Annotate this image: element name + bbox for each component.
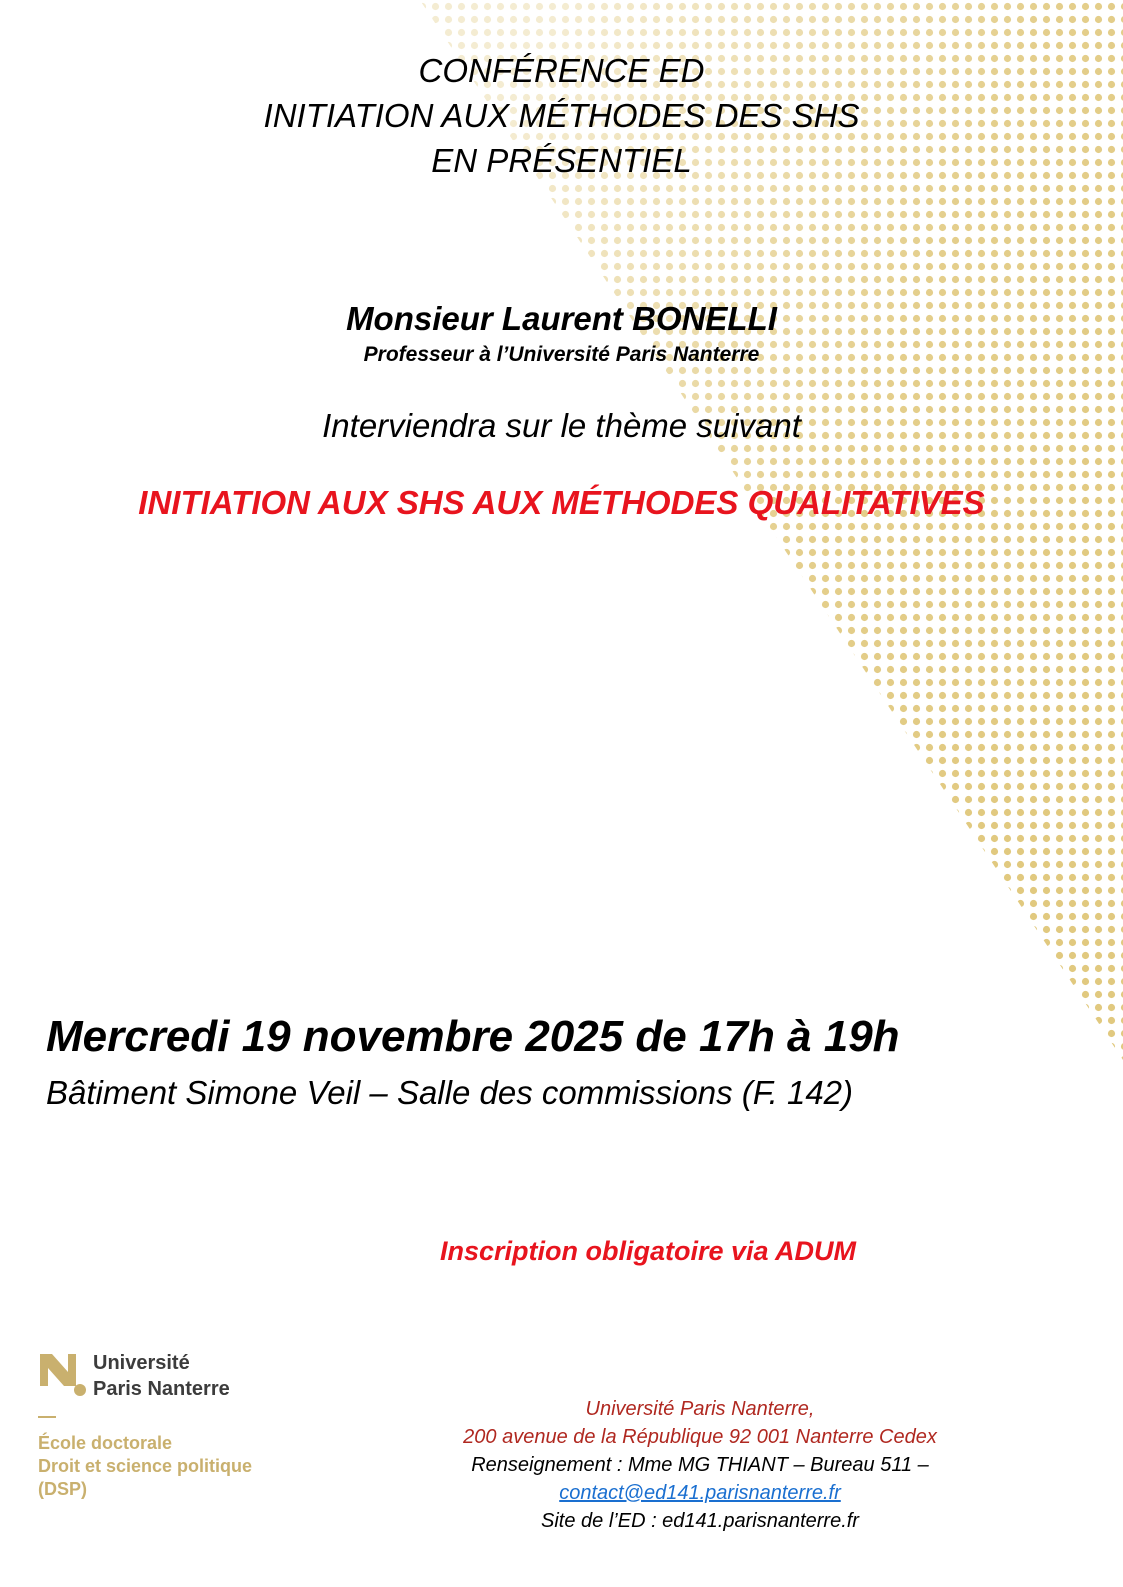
logo-divider (38, 1416, 56, 1418)
speaker-title: Professeur à l’Université Paris Nanterre (363, 343, 760, 366)
nanterre-logo-icon (38, 1352, 88, 1402)
logo-university-line-1: Université (93, 1352, 190, 1374)
speaker-name: Monsieur Laurent BONELLI (346, 300, 777, 337)
footer-contact-line: Renseignement : Mme MG THIANT – Bureau 511 – (471, 1454, 929, 1476)
event-date: Mercredi 19 novembre 2025 de 17h à 19h (46, 1012, 900, 1061)
footer-address-line-2: 200 avenue de la République 92 001 Nanterre Cedex (463, 1426, 937, 1448)
footer-site: Site de l’ED : ed141.parisnanterre.fr (541, 1510, 859, 1532)
registration-note: Inscription obligatoire via ADUM (440, 1236, 857, 1266)
logo-doctoral-school (38, 1432, 252, 1501)
footer-address-line-1: Université Paris Nanterre, (585, 1398, 815, 1420)
footer-contact (410, 1395, 990, 1535)
logo-university-line-2: Paris Nanterre (93, 1378, 230, 1400)
theme-title: INITIATION AUX SHS AUX MÉTHODES QUALITATIVES (138, 484, 985, 521)
logo-school-line-2: Droit et science politique (38, 1456, 253, 1476)
conference-header (0, 48, 1123, 183)
university-logo (38, 1350, 298, 1500)
event-place: Bâtiment Simone Veil – Salle des commissions (F. 142) (46, 1074, 854, 1111)
logo-university-name (93, 1350, 230, 1402)
intro-text: Interviendra sur le thème suivant (322, 407, 801, 444)
footer-email-link[interactable]: contact@ed141.parisnanterre.fr (559, 1482, 841, 1504)
logo-school-line-3: (DSP) (38, 1479, 87, 1499)
header-line-3: EN PRÉSENTIEL (431, 142, 692, 179)
logo-school-line-1: École doctorale (38, 1433, 173, 1453)
header-line-1: CONFÉRENCE ED (418, 52, 705, 89)
header-line-2: INITIATION AUX MÉTHODES DES SHS (263, 97, 860, 134)
